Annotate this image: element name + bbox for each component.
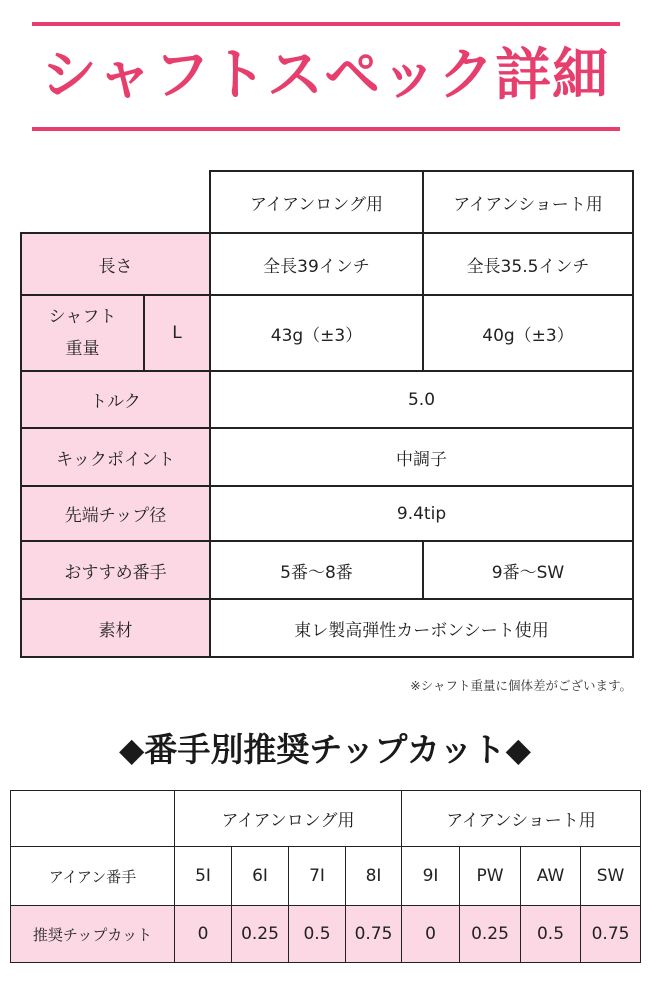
cut-cell: 0.25 — [232, 906, 289, 963]
cut-cell: 0 — [175, 906, 232, 963]
weight-label-line2: 重量 — [65, 339, 100, 359]
weight-short: 40g（±3） — [423, 295, 633, 371]
club-cell: AW — [521, 847, 581, 906]
club-cell: 9I — [402, 847, 460, 906]
material-label: 素材 — [21, 599, 210, 657]
spec-row-torque — [21, 371, 633, 428]
spec-row-kickpoint — [21, 428, 633, 486]
page-title: シャフトスペック詳細 — [40, 43, 610, 108]
spec-table — [20, 170, 634, 658]
tip-value: 9.4tip — [210, 486, 633, 541]
kickpoint-label: キックポイント — [21, 428, 210, 486]
cut-cell: 0 — [402, 906, 460, 963]
iron-number-label: アイアン番手 — [11, 847, 175, 906]
cut-cell: 0.5 — [521, 906, 581, 963]
cut-col-long: アイアンロング用 — [175, 791, 402, 847]
cut-cell: 0.75 — [346, 906, 402, 963]
recommended-short: 9番〜SW — [423, 541, 633, 599]
torque-value: 5.0 — [210, 371, 633, 428]
club-cell: 8I — [346, 847, 402, 906]
weight-long: 43g（±3） — [210, 295, 423, 371]
weight-variation-note: ※シャフト重量に個体差がございます。 — [410, 678, 632, 693]
spec-col-short: アイアンショート用 — [423, 171, 633, 233]
club-cell: PW — [460, 847, 521, 906]
club-cell: 6I — [232, 847, 289, 906]
torque-label: トルク — [21, 371, 210, 428]
weight-label-line1: シャフト — [48, 307, 117, 327]
weight-flex: L — [144, 295, 210, 371]
length-label: 長さ — [21, 233, 210, 295]
cut-corner-cell — [11, 791, 175, 847]
tip-cut-title: ◆番手別推奨チップカット◆ — [118, 730, 532, 769]
club-cell: 5I — [175, 847, 232, 906]
kickpoint-value: 中調子 — [210, 428, 633, 486]
material-value: 東レ製高弾性カーボンシート使用 — [210, 599, 633, 657]
length-long: 全長39インチ — [210, 233, 423, 295]
weight-label — [21, 295, 144, 371]
cut-cell: 0.25 — [460, 906, 521, 963]
recommended-long: 5番〜8番 — [210, 541, 423, 599]
cut-row-clubs — [11, 847, 641, 906]
cut-col-short: アイアンショート用 — [402, 791, 641, 847]
spec-corner-cell — [21, 171, 210, 233]
spec-row-length — [21, 233, 633, 295]
recommended-cut-label: 推奨チップカット — [11, 906, 175, 963]
spec-row-weight — [21, 295, 633, 371]
tip-cut-table — [10, 790, 641, 963]
spec-row-material — [21, 599, 633, 657]
cut-cell: 0.5 — [289, 906, 346, 963]
cut-header-row — [11, 791, 641, 847]
tip-label: 先端チップ径 — [21, 486, 210, 541]
spec-col-long: アイアンロング用 — [210, 171, 423, 233]
cut-row-values — [11, 906, 641, 963]
title-top-rule — [32, 22, 620, 26]
recommended-label: おすすめ番手 — [21, 541, 210, 599]
title-bottom-rule — [32, 127, 620, 131]
spec-header-row — [21, 171, 633, 233]
length-short: 全長35.5インチ — [423, 233, 633, 295]
spec-row-recommended — [21, 541, 633, 599]
club-cell: 7I — [289, 847, 346, 906]
club-cell: SW — [581, 847, 641, 906]
spec-row-tip — [21, 486, 633, 541]
cut-cell: 0.75 — [581, 906, 641, 963]
